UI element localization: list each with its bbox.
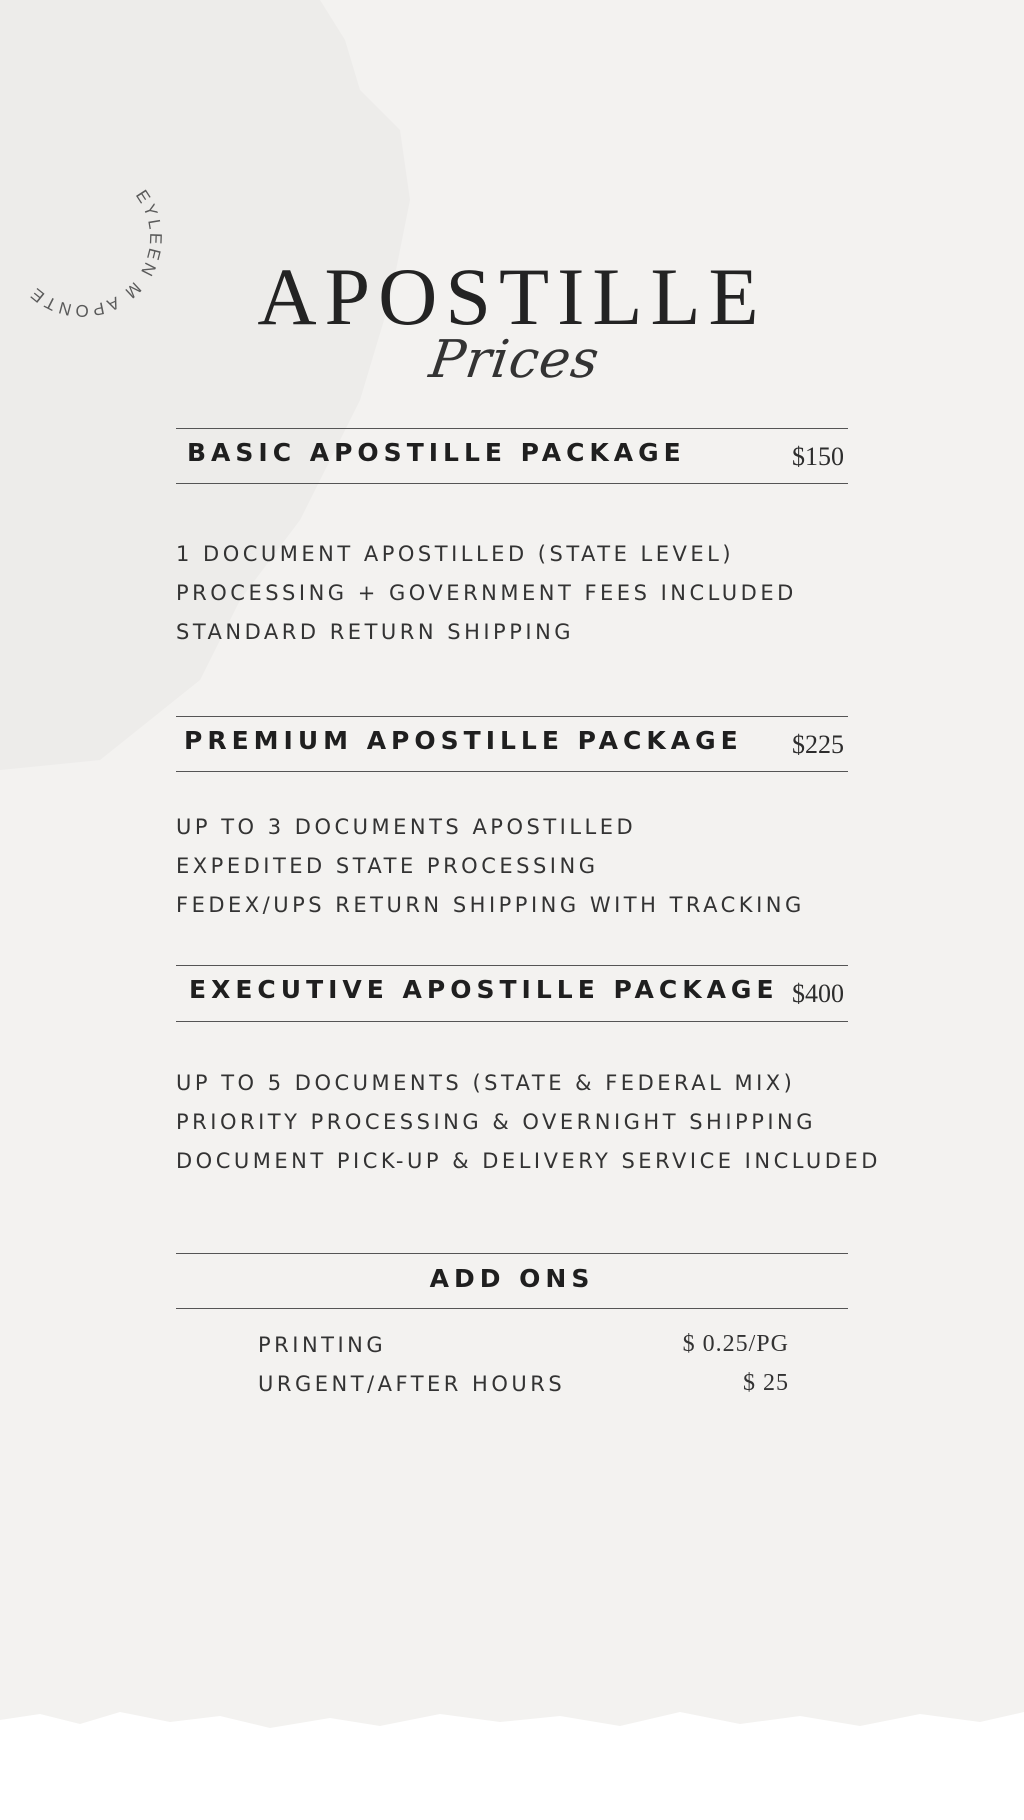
feature-item: UP TO 5 DOCUMENTS (STATE & FEDERAL MIX) (176, 1071, 796, 1095)
feature-item: DOCUMENT PICK-UP & DELIVERY SERVICE INCLUDED (176, 1149, 881, 1173)
feature-item: 1 DOCUMENT APOSTILLED (STATE LEVEL) (176, 542, 735, 566)
package-price-premium: $225 (792, 730, 844, 759)
divider (176, 716, 848, 717)
package-title-premium: PREMIUM APOSTILLE PACKAGE (184, 726, 743, 755)
addon-price-printing: $ 0.25/PG (682, 1331, 789, 1357)
feature-item: STANDARD RETURN SHIPPING (176, 620, 575, 644)
addon-price-urgent: $ 25 (743, 1370, 789, 1396)
addon-label-urgent: URGENT/AFTER HOURS (258, 1372, 566, 1396)
divider (176, 965, 848, 966)
feature-item: PROCESSING + GOVERNMENT FEES INCLUDED (176, 581, 797, 605)
divider (176, 428, 848, 429)
divider (176, 1253, 848, 1254)
feature-item: EXPEDITED STATE PROCESSING (176, 854, 599, 878)
monogram-text: EYLEEN M APONTE (25, 186, 166, 321)
feature-item: UP TO 3 DOCUMENTS APOSTILLED (176, 815, 637, 839)
page-subtitle: Prices (425, 330, 604, 390)
addon-label-printing: PRINTING (258, 1333, 387, 1357)
divider (176, 1021, 848, 1022)
divider (176, 483, 848, 484)
divider (176, 771, 848, 772)
package-title-executive: EXECUTIVE APOSTILLE PACKAGE (189, 975, 779, 1004)
package-price-executive: $400 (792, 979, 844, 1008)
addons-title: ADD ONS (429, 1264, 595, 1293)
page-title: APOSTILLE (257, 251, 767, 342)
divider (176, 1308, 848, 1309)
feature-item: FEDEX/UPS RETURN SHIPPING WITH TRACKING (176, 893, 805, 917)
package-price-basic: $150 (792, 442, 844, 471)
feature-item: PRIORITY PROCESSING & OVERNIGHT SHIPPING (176, 1110, 817, 1134)
package-title-basic: BASIC APOSTILLE PACKAGE (187, 438, 686, 467)
